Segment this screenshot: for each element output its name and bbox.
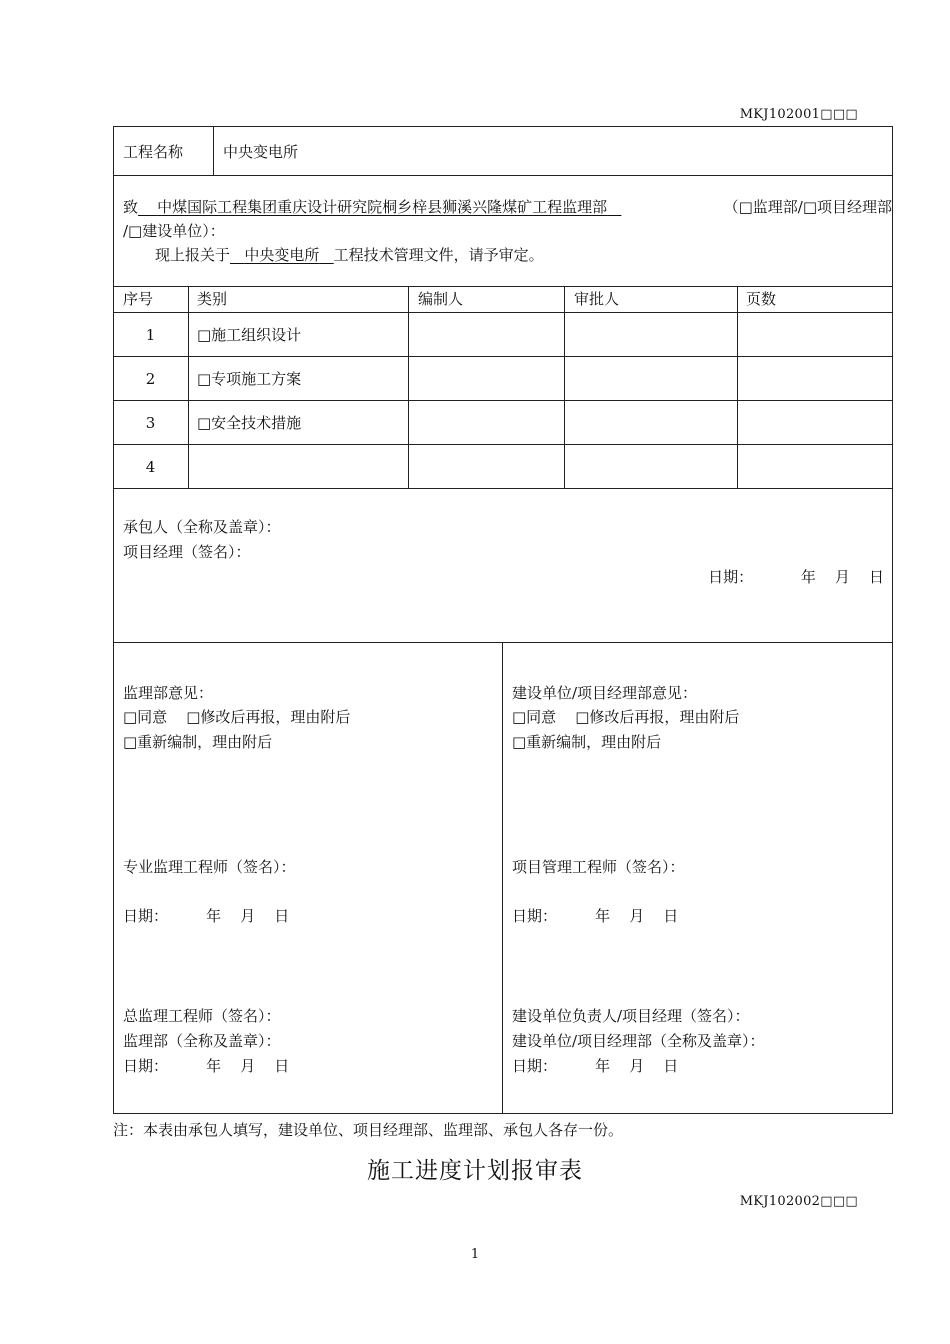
addressee-unit: 中煤国际工程集团重庆设计研究院桐乡梓县狮溪兴隆煤矿工程监理部 [157, 198, 608, 216]
next-form-code: MKJ102002□□□ [739, 1194, 858, 1209]
header-author: 编制人 [418, 290, 464, 308]
header-approver: 审批人 [574, 290, 620, 308]
row-divider [113, 488, 893, 489]
header-category: 类别 [197, 290, 228, 308]
project-name-label: 工程名称 [123, 143, 184, 161]
supervision-option-1: □同意 □修改后再报，理由附后 [123, 708, 351, 726]
submission-line: 现上报关于 中央变电所 工程技术管理文件，请予审定。 [155, 246, 544, 264]
owner-unit-seal: 建设单位/项目经理部（全称及盖章）： [512, 1032, 765, 1050]
supervision-dept-seal: 监理部（全称及盖章）： [123, 1032, 281, 1050]
chief-engineer-sign: 总监理工程师（签名）： [123, 1007, 281, 1025]
row-4-no: 4 [145, 458, 156, 476]
form-table [113, 126, 893, 1114]
pm-sign-label: 项目经理（签名）： [123, 543, 251, 561]
row-3-no: 3 [145, 414, 156, 432]
form-code: MKJ102001□□□ [739, 107, 858, 122]
row-2-no: 2 [145, 370, 156, 388]
addressee-options: （□监理部/□项目经理部 [723, 198, 892, 216]
project-name-value: 中央变电所 [223, 143, 299, 161]
row-3-category: □安全技术措施 [197, 414, 302, 432]
col-divider [213, 126, 214, 175]
row-divider [113, 175, 893, 176]
supervision-opinion-label: 监理部意见： [123, 684, 214, 702]
row-divider [113, 286, 893, 287]
supervision-engineer-sign: 专业监理工程师（签名）： [123, 858, 296, 876]
row-divider [113, 400, 893, 401]
owner-option-1: □同意 □修改后再报，理由附后 [512, 708, 740, 726]
row-divider [113, 356, 893, 357]
chief-engineer-date: 日期： 年 月 日 [123, 1057, 290, 1075]
page-number: 1 [470, 1247, 480, 1262]
next-form-title: 施工进度计划报审表 [367, 1158, 583, 1184]
row-divider [113, 312, 893, 313]
owner-head-date: 日期： 年 月 日 [512, 1057, 679, 1075]
supervision-engineer-date: 日期： 年 月 日 [123, 907, 290, 925]
col-divider [188, 286, 189, 488]
row-1-no: 1 [145, 326, 156, 344]
row-1-category: □施工组织设计 [197, 326, 302, 344]
owner-option-2: □重新编制，理由附后 [512, 733, 662, 751]
col-divider [408, 286, 409, 488]
col-divider [737, 286, 738, 488]
owner-engineer-date: 日期： 年 月 日 [512, 907, 679, 925]
owner-engineer-sign: 项目管理工程师（签名）： [512, 858, 685, 876]
addressee-prefix: 致 [123, 198, 139, 216]
addressee-options-cont: /□建设单位）： [123, 222, 225, 240]
contractor-label: 承包人（全称及盖章）： [123, 518, 281, 536]
owner-head-sign: 建设单位负责人/项目经理（签名）： [512, 1007, 750, 1025]
row-divider [113, 642, 893, 643]
footnote: 注：本表由承包人填写，建设单位、项目经理部、监理部、承包人各存一份。 [113, 1121, 624, 1139]
header-pages: 页数 [746, 290, 777, 308]
col-divider [564, 286, 565, 488]
col-divider [502, 642, 503, 1114]
header-no: 序号 [123, 290, 154, 308]
row-2-category: □专项施工方案 [197, 370, 302, 388]
contractor-date: 日期： 年 月 日 [708, 568, 884, 586]
addressee-line [123, 197, 621, 217]
submission-subject: 中央变电所 [244, 246, 320, 264]
supervision-option-2: □重新编制，理由附后 [123, 733, 273, 751]
row-divider [113, 444, 893, 445]
owner-opinion-label: 建设单位/项目经理部意见： [512, 684, 698, 702]
